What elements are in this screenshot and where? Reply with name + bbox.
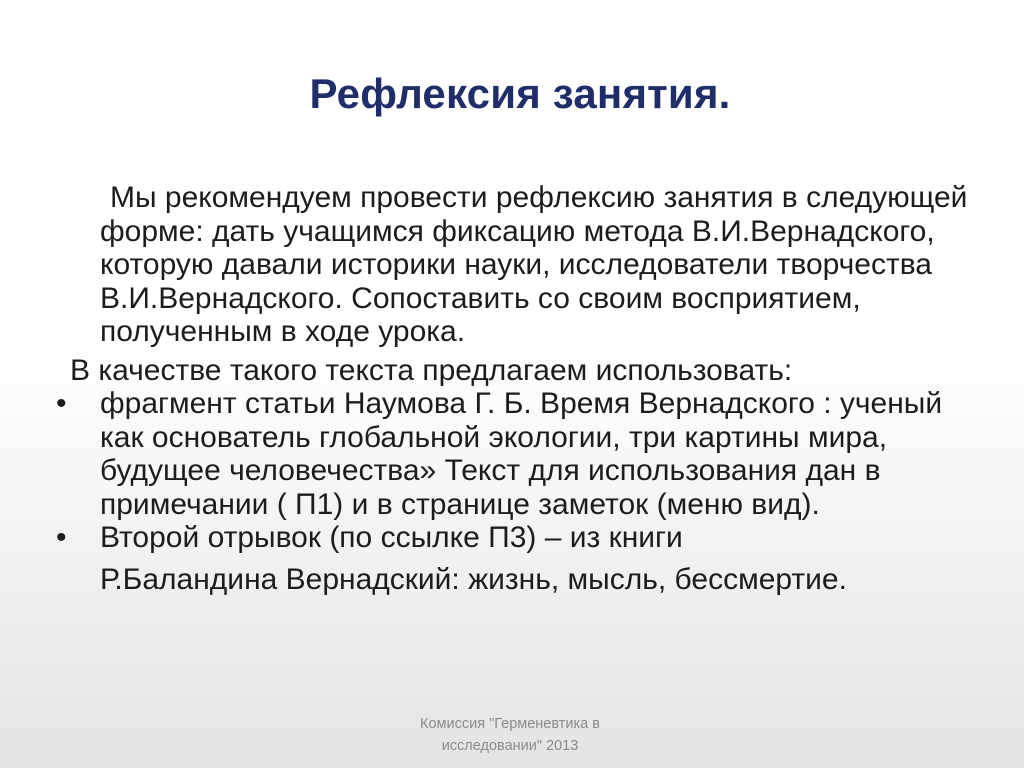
bullet-text-line2: Р.Баландина Вернадский: жизнь, мысль, бессмертие.: [100, 562, 847, 596]
bullet-marker: •: [56, 521, 67, 554]
intro-paragraph: [0, 181, 1024, 349]
bullet-item-book: [0, 521, 1024, 596]
bullet-text-line1: Второй отрывок (по ссылке П3) – из книги: [100, 521, 683, 554]
slide-footer: [380, 713, 640, 757]
footer-line1: Комиссия "Герменевтика в: [420, 716, 600, 732]
footer-line2: исследовании" 2013: [441, 738, 579, 754]
bullet-marker: •: [56, 387, 67, 420]
slide-title: Рефлексия занятия.: [309, 70, 731, 117]
lead-in-text: В качестве такого текста предлагаем использовать:: [70, 353, 793, 387]
slide-body: [0, 181, 1024, 596]
intro-paragraph-text: Мы рекомендуем провести рефлексию занятия в следующей форме: дать учащимся фиксацию метода В.И.Вернадского, которую давали историки науки, исследователи творчества В.И.Вернадского. Сопоставить со своим восприятием, полученным в ходе урока.: [100, 181, 968, 348]
bullet-text: фрагмент статьи Наумова Г. Б. Время Вернадского : ученый как основатель глобальной экологии, три картины мира, будущее человечества» Текст для использования дан в примечании ( П1) и в странице заметок (меню вид).: [100, 387, 943, 521]
bullet-item-article: [0, 387, 1024, 521]
